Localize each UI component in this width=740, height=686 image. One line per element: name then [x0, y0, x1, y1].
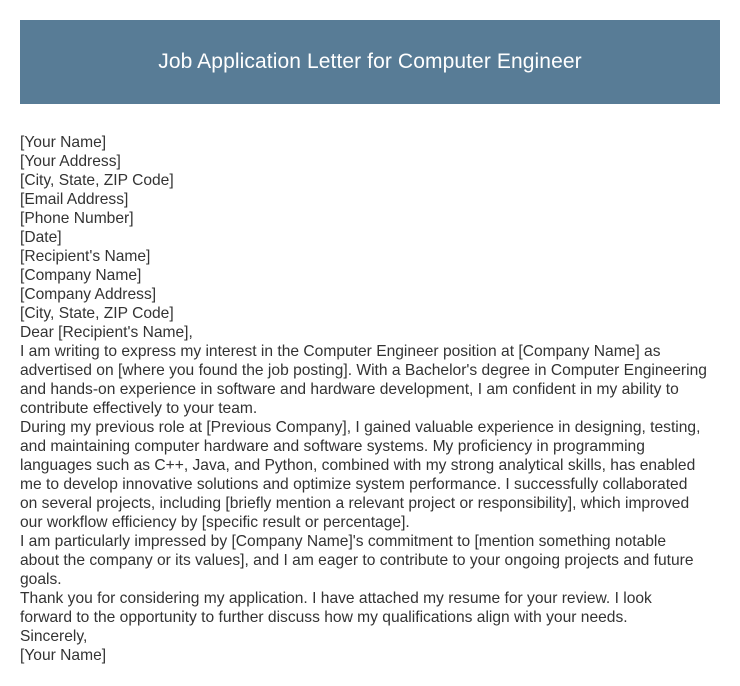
- sender-email: [Email Address]: [20, 191, 129, 208]
- paragraph-company-line: goals.: [20, 571, 62, 588]
- paragraph-company-line: about the company or its values], and I am eager to contribute to your ongoing projects and future: [20, 552, 694, 569]
- sender-name: [Your Name]: [20, 134, 107, 151]
- paragraph-intro-line: and hands-on experience in software and hardware development, I am confident in my ability to: [20, 381, 679, 398]
- signature-name: [Your Name]: [20, 647, 107, 664]
- recipient-city-state-zip: [City, State, ZIP Code]: [20, 305, 174, 322]
- paragraph-experience-line: During my previous role at [Previous Company], I gained valuable experience in designing, testing,: [20, 419, 701, 436]
- letter-body: [20, 133, 722, 665]
- sender-phone: [Phone Number]: [20, 210, 134, 227]
- paragraph-intro-line: advertised on [where you found the job posting]. With a Bachelor's degree in Computer Engineering: [20, 362, 707, 379]
- paragraph-experience-line: and maintaining computer hardware and software systems. My proficiency in programming: [20, 438, 645, 455]
- paragraph-experience-line: our workflow efficiency by [specific result or percentage].: [20, 514, 410, 531]
- paragraph-intro-line: I am writing to express my interest in the Computer Engineer position at [Company Name] as: [20, 343, 661, 360]
- letter-date: [Date]: [20, 229, 62, 246]
- paragraph-closing-line: Thank you for considering my application. I have attached my resume for your review. I look: [20, 590, 652, 607]
- recipient-company-address: [Company Address]: [20, 286, 157, 303]
- recipient-company: [Company Name]: [20, 267, 142, 284]
- paragraph-experience-line: me to develop innovative solutions and optimize system performance. I successfully collaborated: [20, 476, 688, 493]
- salutation: Dear [Recipient's Name],: [20, 324, 193, 341]
- paragraph-company-line: I am particularly impressed by [Company Name]'s commitment to [mention something notable: [20, 533, 667, 550]
- title-banner: [20, 20, 720, 104]
- paragraph-closing-line: forward to the opportunity to further discuss how my qualifications align with your needs.: [20, 609, 628, 626]
- recipient-name: [Recipient's Name]: [20, 248, 151, 265]
- paragraph-experience-line: on several projects, including [briefly mention a relevant project or responsibility], which improved: [20, 495, 690, 512]
- sender-city-state-zip: [City, State, ZIP Code]: [20, 172, 174, 189]
- sender-address: [Your Address]: [20, 153, 121, 170]
- sign-off: Sincerely,: [20, 628, 88, 645]
- paragraph-intro-line: contribute effectively to your team.: [20, 400, 258, 417]
- paragraph-experience-line: languages such as C++, Java, and Python, combined with my strong analytical skills, has enabled: [20, 457, 696, 474]
- page-title: Job Application Letter for Computer Engineer: [158, 50, 582, 73]
